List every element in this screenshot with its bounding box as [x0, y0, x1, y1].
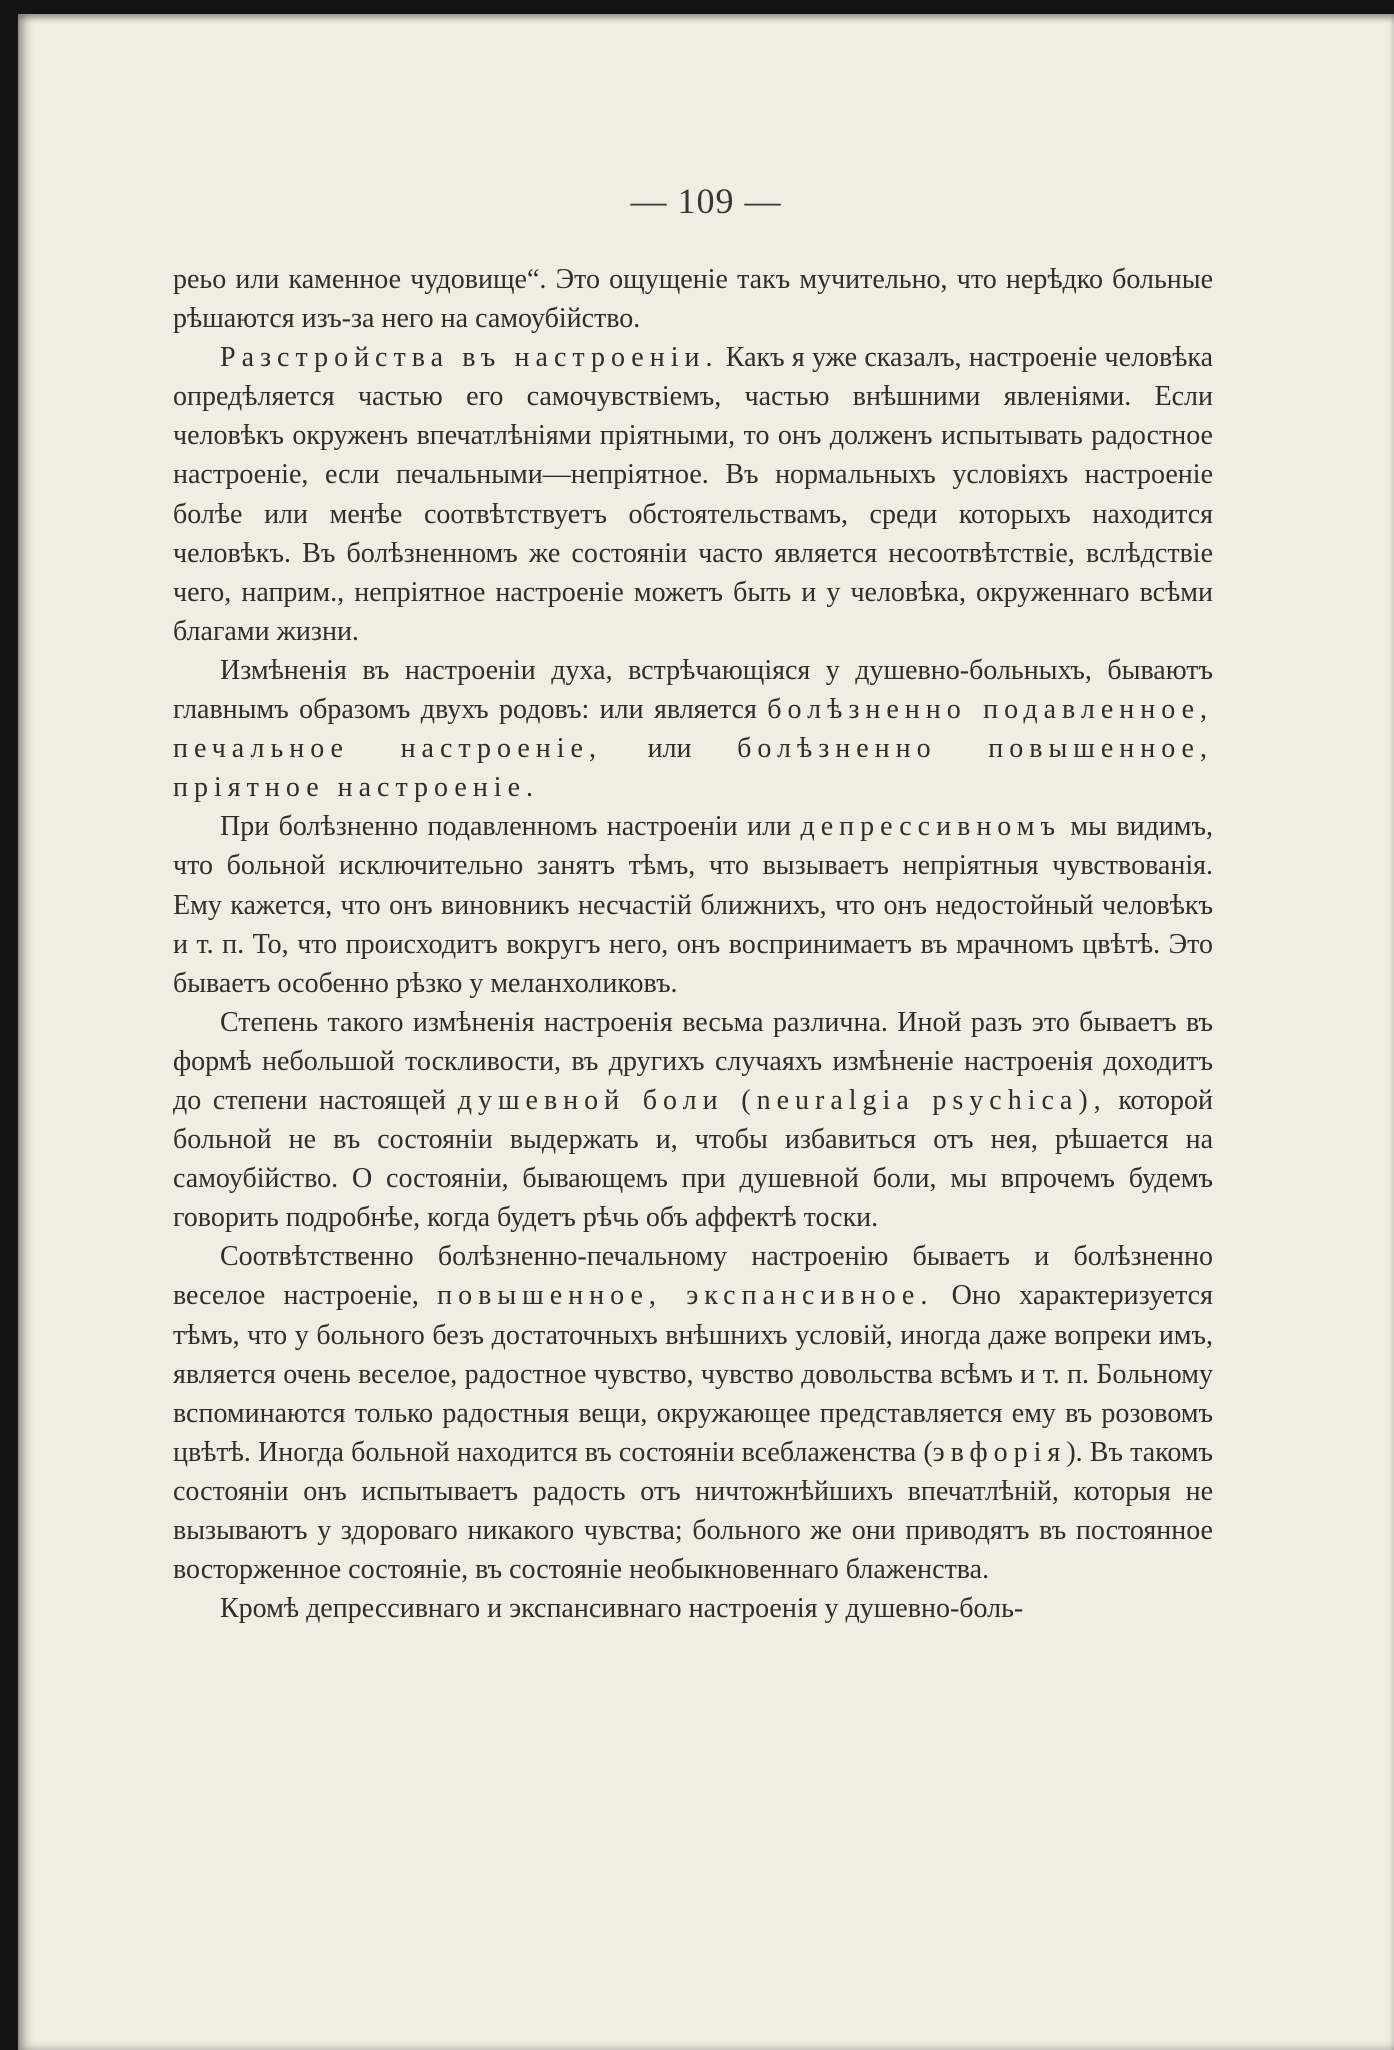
text-run: Измѣненія въ настроеніи духа, встрѣчающіяся у душевно-больныхъ, бываютъ главнымъ образомъ двухъ родовъ: или является: [173, 654, 1213, 726]
text-run: Степень такого измѣненія настроенія весьма различна. Иной разъ это бываетъ въ формѣ небольшой тоскливости, въ другихъ случаяхъ измѣненіе настроенія доходитъ до степени настоящей: [173, 1006, 1213, 1116]
text-run: ). Въ такомъ состояніи онъ испытываетъ радость отъ ничтожнѣйшихъ впечатлѣній, которыя не вызываютъ у здороваго никакого чувства; больного же они приводятъ въ постоянное восторженное состояніе, въ состояніе необыкновеннаго блаженства.: [173, 1436, 1213, 1586]
spaced-emphasis: Разстройства въ настроеніи.: [220, 342, 719, 374]
spaced-emphasis: эвфорія: [932, 1436, 1067, 1468]
text-run: или: [601, 733, 738, 765]
text-run: Какъ я уже сказалъ, настроеніе человѣка опредѣляется частью его самочувствіемъ, частью внѣшними явленіями. Если человѣкъ окруженъ впечатлѣніями пріятными, то онъ долженъ испытывать радостное настроеніе, если печальными—непріятное. Въ нормальныхъ условіяхъ настроеніе болѣе или менѣе соотвѣтствуетъ обстоятельствамъ, среди которыхъ находится человѣкъ. Въ болѣзненномъ же состояніи часто является несоотвѣтствіе, вслѣдствіе чего, наприм., непріятное настроеніе можетъ быть и у человѣка, окруженнаго всѣми благами жизни.: [173, 342, 1214, 647]
paragraph: [173, 1003, 1213, 1238]
paragraph: [173, 807, 1213, 1002]
spaced-emphasis: депрессивномъ: [800, 811, 1061, 843]
page-number: — 109 —: [630, 181, 782, 221]
paragraph: [173, 651, 1213, 807]
spaced-emphasis: душевной боли (neuralgia psychica),: [457, 1084, 1107, 1116]
text-run: мы видимъ, что больной исключительно занятъ тѣмъ, что вызываетъ непріятныя чувствованія. Ему кажется, что онъ виновникъ несчастій ближнихъ, что онъ недостойный человѣкъ и т. п. То, что происходитъ вокругъ него, онъ воспринимаетъ въ мрачномъ цвѣтѣ. Это бываетъ особенно рѣзко у меланхоликовъ.: [173, 811, 1213, 999]
text-run: Соотвѣтственно болѣзненно-печальному настроенію бываетъ и болѣзненно веселое настроеніе,: [173, 1241, 1213, 1312]
paragraph: [173, 260, 1213, 338]
spaced-emphasis: повышенное, экспансивное.: [437, 1280, 934, 1312]
paragraph: [173, 1237, 1213, 1589]
text-run: Кромѣ депрессивнаго и экспансивнаго настроенія у душевно-боль-: [220, 1593, 1024, 1625]
book-page: [18, 14, 1394, 2050]
paragraph: [173, 1589, 1213, 1628]
text-run: которой больной не въ состояніи выдержать и, чтобы избавиться отъ нея, рѣшается на самоубійство. О состояніи, бывающемъ при душевной боли, мы впрочемъ будемъ говорить подробнѣе, когда будетъ рѣчь объ аффектѣ тоски.: [173, 1084, 1214, 1234]
text-run: Оно характеризуется тѣмъ, что у больного безъ достаточныхъ внѣшнихъ условій, иногда даже вопреки имъ, является очень веселое, радостное чувство, чувство довольства всѣмъ и т. п. Больному вспоминаются только радостныя вещи, окружающее представляется ему въ розовомъ цвѣтѣ. Иногда больной находится въ состояніи всеблаженства (: [173, 1280, 1213, 1468]
text-run: При болѣзненно подавленномъ настроеніи или: [220, 811, 801, 843]
paragraph: [173, 338, 1213, 651]
body-text: [173, 260, 1213, 1628]
spaced-emphasis: болѣзненно повышенное, пріятное настроеніе.: [173, 733, 1213, 804]
spaced-emphasis: болѣзненно подавленное, печальное настроеніе,: [173, 694, 1213, 765]
text-run: реьо или каменное чудовище“. Это ощущеніе такъ мучительно, что нерѣдко больные рѣшаются изъ-за него на самоубійство.: [173, 264, 1213, 335]
